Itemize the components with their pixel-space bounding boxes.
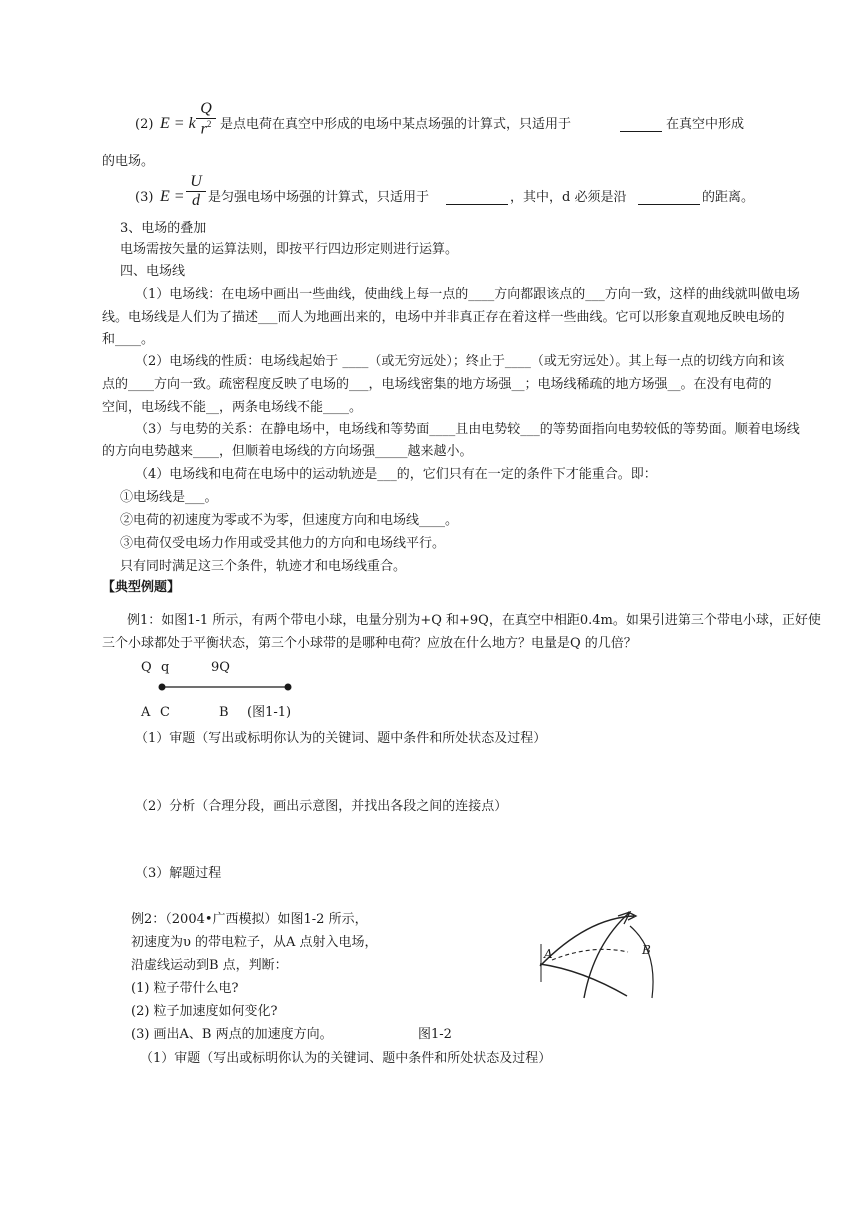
label-q-big: Q xyxy=(141,660,152,675)
field-line-definition-1: （1）电场线：在电场中画出一些曲线，使曲线上每一点的____方向都跟该点的___方向一致，这样的曲线就叫做电场 xyxy=(135,287,800,302)
fraction-numerator: U xyxy=(190,173,202,190)
example-2-line-3: 沿虚线运动到B 点，判断： xyxy=(131,958,288,973)
section-4-title: 四、电场线 xyxy=(120,264,186,279)
label-q-small: q xyxy=(161,660,170,675)
figure-1-2-label-b: B xyxy=(642,943,651,957)
field-line-definition-2: 线。电场线是人们为了描述___而人为地画出来的，电场中并非真正存在着这样一些曲线。它可以形象直观地反映电场的 xyxy=(102,310,785,325)
example-1-step-3: （3）解题过程 xyxy=(135,866,222,881)
formula-2-number: (2) xyxy=(135,117,154,132)
formula-3-text-c: 的距离。 xyxy=(702,190,755,205)
formula-3-lhs: E = xyxy=(160,188,185,205)
section-3-body: 电场需按矢量的运算法则，即按平行四边形定则进行运算。 xyxy=(120,242,459,257)
figure-1-2-caption: 图1-2 xyxy=(418,1027,452,1042)
label-a: A xyxy=(141,705,151,720)
formula-3-text-a: 是匀强电场中场强的计算式，只适用于 xyxy=(208,190,430,205)
fraction-denominator: d xyxy=(186,191,206,210)
condition-3: ③电荷仅受电场力作用或受其他力的方向和电场线平行。 xyxy=(120,536,446,551)
formula-2-continuation: 的电场。 xyxy=(102,154,155,169)
label-9q: 9Q xyxy=(211,660,230,675)
condition-2: ②电荷的初速度为零或不为零，但速度方向和电场线____。 xyxy=(120,513,459,528)
typical-examples-heading: 【典型例题】 xyxy=(102,580,181,595)
example-1-step-2: （2）分析（合理分段，画出示意图，并找出各段之间的连接点） xyxy=(135,799,508,814)
fraction-denominator: $r^2$ xyxy=(196,118,216,138)
field-line-definition-3: 和____。 xyxy=(102,332,155,347)
field-line-property-3: 空间，电场线不能__，两条电场线不能____。 xyxy=(102,400,363,415)
figure-1-1-caption: (图1-1) xyxy=(247,705,292,720)
condition-summary: 只有同时满足这三个条件，轨迹才和电场线重合。 xyxy=(120,559,407,574)
example-2-question-1: (1) 粒子带什么电? xyxy=(131,981,239,996)
blank xyxy=(446,204,508,205)
fraction-numerator: Q xyxy=(200,100,212,117)
example-1-line-2: 三个小球都处于平衡状态，第三个小球带的是哪种电荷？应放在什么地方？电量是Q 的几倍？ xyxy=(102,636,637,651)
figure-1-2-label-a: A xyxy=(544,947,553,961)
field-line-property-2: 点的____方向一致。疏密程度反映了电场的___，电场线密集的地方场强__；电场线稀疏的地方场强__。在没有电荷的 xyxy=(102,377,772,392)
example-2-line-1: 例2：（2004•广西模拟）如图1-2 所示， xyxy=(131,912,368,927)
figure-1-1-segment xyxy=(150,678,300,698)
section-3-title: 3、电场的叠加 xyxy=(120,221,207,236)
formula-3-fraction xyxy=(186,173,206,210)
condition-1: ①电场线是___。 xyxy=(120,490,218,505)
formula-3-number: (3) xyxy=(135,190,154,205)
formula-2-text-a: 是点电荷在真空中形成的电场中某点场强的计算式，只适用于 xyxy=(220,117,572,132)
label-c: C xyxy=(160,705,170,720)
label-b: B xyxy=(219,705,229,720)
trajectory-relation: （4）电场线和电荷在电场中的运动轨迹是___的，它们只有在一定的条件下才能重合。即： xyxy=(135,467,657,482)
blank xyxy=(638,204,700,205)
formula-2-fraction xyxy=(196,100,216,138)
point-a-dot xyxy=(159,684,166,691)
blank xyxy=(620,131,662,132)
potential-relation-2: 的方向电势越来____，但顺着电场线的方向场强_____越来越小。 xyxy=(102,444,473,459)
example-2-question-2: (2) 粒子加速度如何变化? xyxy=(131,1004,278,1019)
example-1-step-1: （1）审题（写出或标明你认为的关键词、题中条件和所处状态及过程） xyxy=(135,731,547,746)
example-2-line-2: 初速度为υ 的带电粒子，从A 点射入电场， xyxy=(131,935,378,950)
example-1-line-1: 例1：如图1-1 所示，有两个带电小球，电量分别为+Q 和+9Q，在真空中相距0.4m。如果引进第三个带电小球，正好使 xyxy=(127,613,821,628)
formula-3-text-b: ，其中，d 必须是沿 xyxy=(510,190,627,205)
field-line-property-1: （2）电场线的性质：电场线起始于 ____（或无穷远处）；终止于____（或无穷远处）。其上每一点的切线方向和该 xyxy=(135,354,785,369)
formula-2-text-b: 在真空中形成 xyxy=(666,117,745,132)
potential-relation-1: （3）与电势的关系：在静电场中，电场线和等势面____且由电势较___的等势面指向电势较低的等势面。顺着电场线 xyxy=(135,422,800,437)
example-2-step-1: （1）审题（写出或标明你认为的关键词、题中条件和所处状态及过程） xyxy=(140,1051,552,1066)
point-b-dot xyxy=(285,684,292,691)
example-2-question-3: (3) 画出A、B 两点的加速度方向。 xyxy=(131,1027,333,1042)
formula-2-lhs: E = k xyxy=(160,115,196,132)
